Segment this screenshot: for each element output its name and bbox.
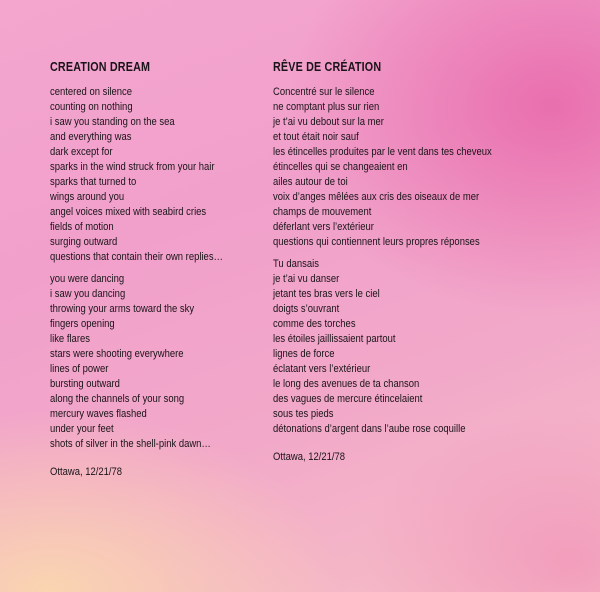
poem-line: fingers opening — [50, 318, 115, 330]
poem-line: you were dancing — [50, 273, 125, 285]
poem-line: et tout était noir sauf — [273, 131, 359, 143]
poem-line: les étoiles jaillissaient partout — [273, 333, 396, 345]
poem-line: doigts s’ouvrant — [273, 303, 340, 315]
poem-line: sous tes pieds — [273, 408, 334, 420]
poem-line: détonations d’argent dans l’aube rose coquille — [273, 423, 466, 435]
poem-line: voix d’anges mêlées aux cris des oiseaux de mer — [273, 191, 480, 203]
french-stanza-1 — [273, 85, 543, 250]
poem-line: ne comptant plus sur rien — [273, 101, 380, 113]
poem-line: Tu dansais — [273, 258, 319, 270]
poem-line: des vagues de mercure étincelaient — [273, 393, 423, 405]
poem-line: throwing your arms toward the sky — [50, 303, 195, 315]
poem-line: under your feet — [50, 423, 114, 435]
english-date: Ottawa, 12/21/78 — [50, 466, 123, 478]
poem-line: lignes de force — [273, 348, 335, 360]
poem-line: i saw you dancing — [50, 288, 126, 300]
poem-line: wings around you — [50, 191, 125, 203]
poem-line: dark except for — [50, 146, 113, 158]
french-title: RÊVE DE CRÉATION — [273, 60, 382, 74]
poem-line: i saw you standing on the sea — [50, 116, 175, 128]
poem-line: Concentré sur le silence — [273, 86, 375, 98]
poem-line: je t’ai vu danser — [273, 273, 340, 285]
poem-line: and everything was — [50, 131, 132, 143]
poem-line: like flares — [50, 333, 90, 345]
poem-line: déferlant vers l’extérieur — [273, 221, 374, 233]
poem-line: les étincelles produites par le vent dans tes cheveux — [273, 146, 492, 158]
english-stanza-2 — [50, 272, 300, 452]
poem-line: lines of power — [50, 363, 109, 375]
english-stanza-1 — [50, 85, 300, 265]
english-title: CREATION DREAM — [50, 60, 151, 74]
poem-line: ailes autour de toi — [273, 176, 348, 188]
poem-line: questions that contain their own replies… — [50, 251, 224, 263]
poem-line: shots of silver in the shell-pink dawn… — [50, 438, 211, 450]
poem-line: étincelles qui se changeaient en — [273, 161, 408, 173]
poem-line: éclatant vers l’extérieur — [273, 363, 371, 375]
poem-line: bursting outward — [50, 378, 120, 390]
poem-line: sparks that turned to — [50, 176, 137, 188]
poem-line: mercury waves flashed — [50, 408, 147, 420]
poem-line: comme des torches — [273, 318, 356, 330]
poem-line: stars were shooting everywhere — [50, 348, 184, 360]
french-stanza-2 — [273, 257, 543, 437]
poem-line: le long des avenues de ta chanson — [273, 378, 420, 390]
poem-line: fields of motion — [50, 221, 114, 233]
poem-line: centered on silence — [50, 86, 133, 98]
poem-line: sparks in the wind struck from your hair — [50, 161, 215, 173]
poem-line: je t’ai vu debout sur la mer — [273, 116, 384, 128]
poem-line: counting on nothing — [50, 101, 133, 113]
poem-line: questions qui contiennent leurs propres réponses — [273, 236, 480, 248]
poem-line: along the channels of your song — [50, 393, 185, 405]
poem-line: surging outward — [50, 236, 118, 248]
poem-line: jetant tes bras vers le ciel — [273, 288, 380, 300]
french-date: Ottawa, 12/21/78 — [273, 451, 346, 463]
french-poem — [273, 58, 543, 465]
poem-line: champs de mouvement — [273, 206, 372, 218]
english-poem — [50, 58, 300, 480]
poem-line: angel voices mixed with seabird cries — [50, 206, 207, 218]
